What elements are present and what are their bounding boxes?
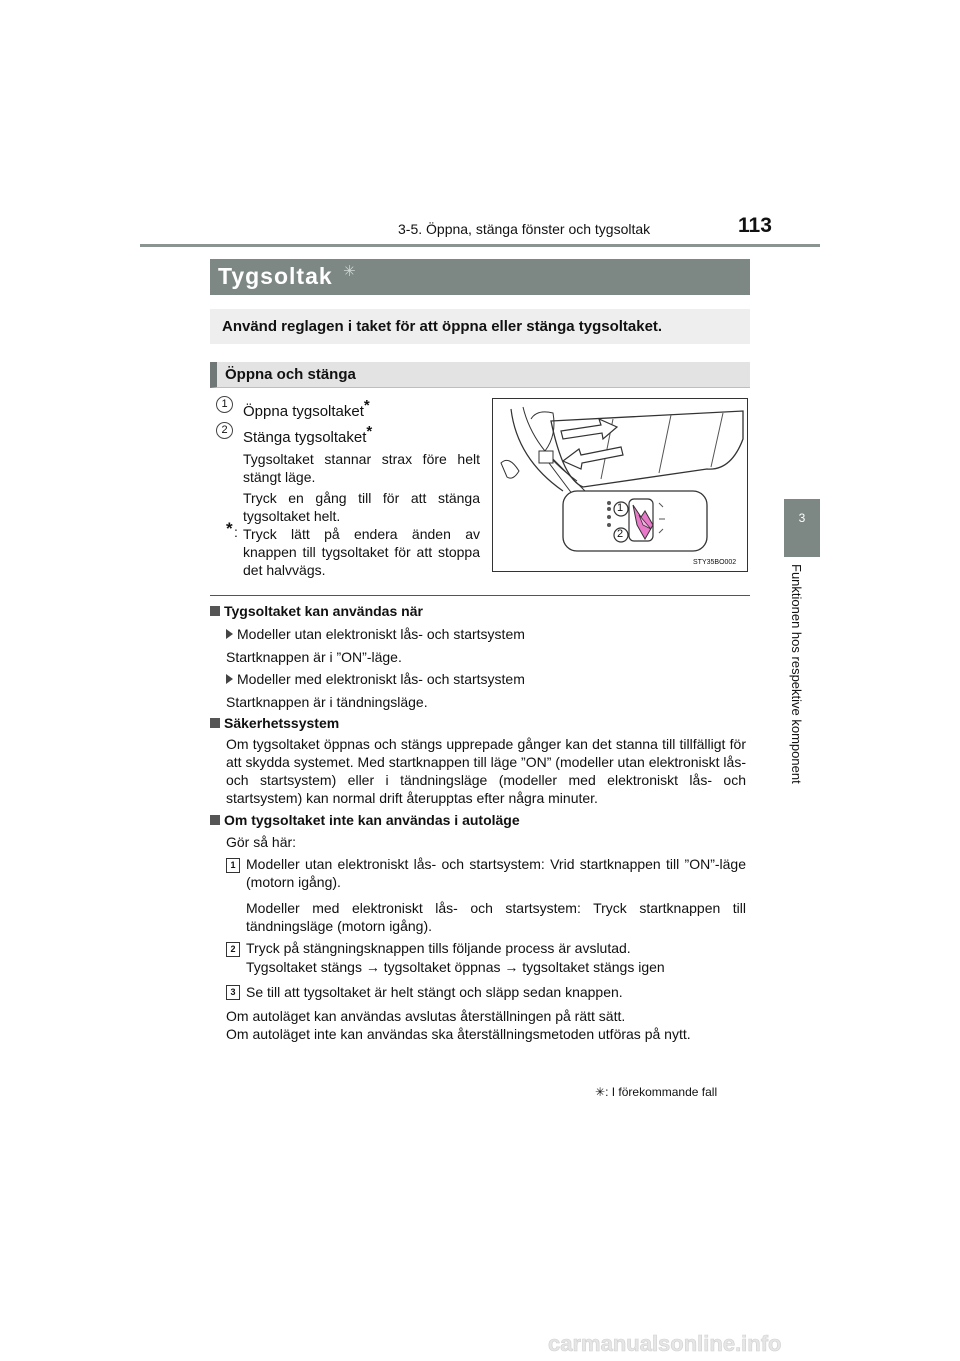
watermark-text: carmanualsonline.info: [548, 1331, 782, 1356]
item-open-star: *: [363, 397, 370, 414]
watermark-logo-icon: [548, 1330, 958, 1356]
footnote: [595, 1085, 717, 1099]
title-banner: [210, 259, 750, 295]
header-rule: [140, 244, 820, 247]
title-star-icon: ✳: [343, 263, 356, 280]
section-divider: [210, 595, 750, 596]
item-label-close-text: Stänga tygsoltaket: [243, 429, 367, 446]
step-number-2: 2: [226, 942, 240, 957]
page-title: Tygsoltak: [218, 263, 333, 289]
page-number: 113: [738, 214, 772, 237]
item-close-star: *: [366, 423, 373, 440]
note-text: Tryck lätt på endera änden av knappen till tygsoltaket för att stoppa det halvvägs.: [243, 526, 480, 578]
section2-heading-text: Säkerhetssystem: [224, 715, 340, 731]
section1-heading-text: Tygsoltaket kan användas när: [224, 603, 423, 619]
step3-text: Se till att tygsoltaket är helt stängt och släpp sedan knappen.: [246, 984, 623, 1000]
square-bullet-icon: [210, 815, 220, 825]
step-number-3: 3: [226, 985, 240, 1000]
section1-case2-result: Startknappen är i tändningsläge.: [226, 694, 428, 710]
step1-text-a: Modeller utan elektroniskt lås- och startsystem: Vrid startknappen till ”ON”-läge (motorn igång).: [246, 856, 746, 890]
section1-case2-text: Modeller med elektroniskt lås- och startsystem: [237, 671, 525, 687]
outro-1: Om autoläget kan användas avslutas återställningen på rätt sätt.: [226, 1008, 626, 1024]
outro-2: Om autoläget inte kan användas ska återställningsmetoden utföras på nytt.: [226, 1026, 691, 1042]
watermark: [548, 1330, 958, 1356]
subheading: [210, 362, 750, 388]
illustration-label-2: 2: [617, 528, 624, 540]
square-bullet-icon: [210, 606, 220, 616]
triangle-bullet-icon: [226, 674, 233, 684]
footnote-text: : I förekommande fall: [605, 1085, 718, 1099]
section1-case1-result: Startknappen är i ”ON”-läge.: [226, 649, 402, 665]
item-number-1: 1: [216, 396, 233, 413]
chapter-label: Funktionen hos respektive komponent: [789, 564, 804, 784]
square-bullet-icon: [210, 718, 220, 728]
item-label-open-text: Öppna tygsoltaket: [243, 403, 364, 420]
item-label-open: [243, 397, 370, 420]
section1-heading: [210, 603, 423, 619]
item2-desc-2: Tryck en gång till för att stänga tygsoltaket helt.: [243, 490, 480, 524]
step2-text-b: Tygsoltaket stängs → tygsoltaket öppnas → tygsoltaket stängs igen: [246, 959, 665, 975]
section1-case1-text: Modeller utan elektroniskt lås- och startsystem: [237, 626, 525, 642]
item-label-close: [243, 423, 372, 446]
subheading-text: Öppna och stänga: [225, 366, 356, 383]
section1-case2: [226, 670, 525, 688]
section3-heading-text: Om tygsoltaket inte kan användas i autoläge: [224, 812, 520, 828]
section-title: 3-5. Öppna, stänga fönster och tygsoltak: [398, 221, 651, 237]
section2-text: Om tygsoltaket öppnas och stängs upprepade gånger kan det stanna till tillfälligt för att skydda systemet. Med startknappen till läge ”ON” (modeller utan elektroniskt lås- och startsystem) eller i tändningsläge (modeller med elektroniskt lås- och startsystem) kan normal drift återupptas efter några minuter.: [226, 736, 746, 806]
section3-intro: Gör så här:: [226, 834, 297, 850]
chapter-tab: 3: [784, 499, 820, 557]
step2-text-a: Tryck på stängningsknappen tills följande process är avslutad.: [246, 940, 631, 956]
sunroof-illustration: [492, 398, 748, 572]
section1-case1: [226, 625, 525, 643]
step1-text-b: Modeller med elektroniskt lås- och startsystem: Tryck startknappen till tändningsläge (motorn igång).: [246, 900, 746, 934]
sunroof-drawing-icon: [493, 399, 747, 571]
item-number-2: 2: [216, 422, 233, 439]
triangle-bullet-icon: [226, 629, 233, 639]
item2-desc-1: Tygsoltaket stannar strax före helt stängt läge.: [243, 451, 480, 485]
step-number-1: 1: [226, 858, 240, 873]
note-colon: :: [234, 524, 238, 540]
section3-heading: [210, 812, 520, 828]
intro-bar: [210, 309, 750, 344]
section2-heading: [210, 715, 339, 731]
footnote-star-icon: ✳: [595, 1085, 606, 1099]
intro-text: Använd reglagen i taket för att öppna eller stänga tygsoltaket.: [222, 318, 663, 335]
illustration-label-1: 1: [617, 502, 624, 514]
illustration-code: STY35BO002: [693, 559, 737, 566]
note-asterisk: *: [226, 519, 233, 538]
